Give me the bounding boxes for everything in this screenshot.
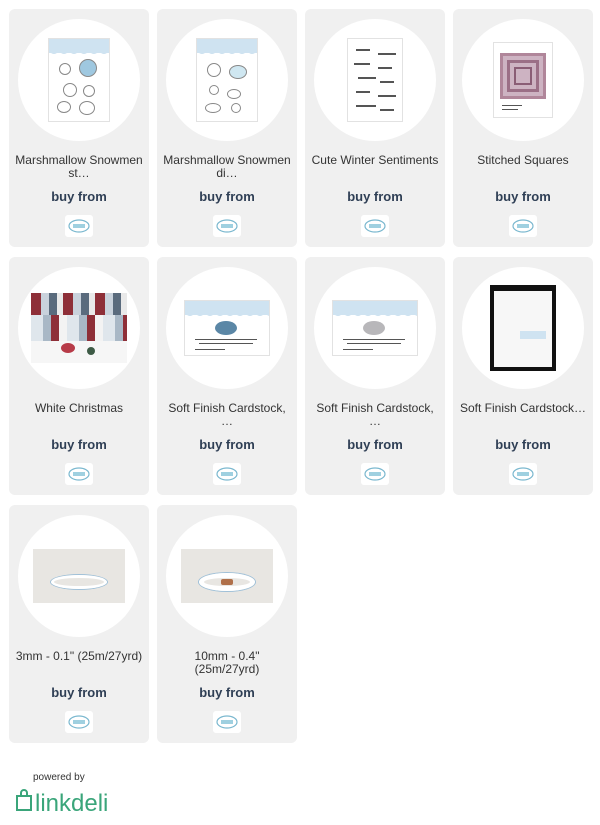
product-title[interactable]: 3mm - 0.1" (25m/27yrd) — [15, 650, 143, 663]
retailer-logo-icon[interactable] — [361, 215, 389, 237]
buy-from-link[interactable]: buy from — [347, 189, 403, 204]
product-card[interactable] — [9, 9, 149, 247]
product-card[interactable] — [305, 9, 445, 247]
retailer-logo-icon[interactable] — [509, 463, 537, 485]
product-image[interactable] — [462, 19, 584, 141]
product-image[interactable] — [18, 515, 140, 637]
product-title[interactable]: Soft Finish Cardstock… — [459, 402, 587, 415]
buy-from-link[interactable]: buy from — [51, 189, 107, 204]
retailer-logo-icon[interactable] — [213, 711, 241, 733]
buy-from-link[interactable]: buy from — [199, 437, 255, 452]
product-title[interactable]: Marshmallow Snowmen di… — [163, 154, 291, 180]
buy-from-link[interactable]: buy from — [199, 189, 255, 204]
retailer-logo-icon[interactable] — [213, 463, 241, 485]
product-image[interactable] — [462, 267, 584, 389]
buy-from-link[interactable]: buy from — [495, 189, 551, 204]
buy-from-link[interactable]: buy from — [495, 437, 551, 452]
product-image[interactable] — [314, 267, 436, 389]
retailer-logo-icon[interactable] — [65, 463, 93, 485]
product-title[interactable]: Soft Finish Cardstock, … — [316, 402, 434, 428]
product-card[interactable] — [9, 505, 149, 743]
powered-by-text: powered by — [33, 772, 85, 783]
product-title[interactable]: Soft Finish Cardstock, … — [168, 402, 286, 428]
shopping-bag-icon — [15, 788, 33, 819]
product-title[interactable]: 10mm - 0.4" (25m/27yrd) — [194, 650, 260, 676]
product-card[interactable] — [157, 9, 297, 247]
product-card[interactable] — [157, 257, 297, 495]
product-card[interactable] — [305, 257, 445, 495]
product-title[interactable]: Marshmallow Snowmen st… — [15, 154, 143, 180]
buy-from-link[interactable]: buy from — [51, 685, 107, 700]
linkdeli-logo-text: linkdeli — [35, 789, 109, 817]
buy-from-link[interactable]: buy from — [347, 437, 403, 452]
product-image[interactable] — [18, 19, 140, 141]
retailer-logo-icon[interactable] — [65, 215, 93, 237]
retailer-logo-icon[interactable] — [509, 215, 537, 237]
retailer-logo-icon[interactable] — [361, 463, 389, 485]
product-title[interactable]: Cute Winter Sentiments — [311, 154, 439, 167]
product-image[interactable] — [18, 267, 140, 389]
product-title[interactable]: White Christmas — [34, 402, 123, 415]
product-image[interactable] — [314, 19, 436, 141]
linkdeli-logo[interactable] — [15, 788, 108, 819]
product-card[interactable] — [157, 505, 297, 743]
product-card[interactable] — [453, 9, 593, 247]
retailer-logo-icon[interactable] — [65, 711, 93, 733]
product-image[interactable] — [166, 515, 288, 637]
product-card[interactable] — [453, 257, 593, 495]
product-title[interactable]: Stitched Squares — [477, 154, 569, 167]
product-image[interactable] — [166, 267, 288, 389]
buy-from-link[interactable]: buy from — [199, 685, 255, 700]
product-card[interactable] — [9, 257, 149, 495]
product-image[interactable] — [166, 19, 288, 141]
retailer-logo-icon[interactable] — [213, 215, 241, 237]
buy-from-link[interactable]: buy from — [51, 437, 107, 452]
